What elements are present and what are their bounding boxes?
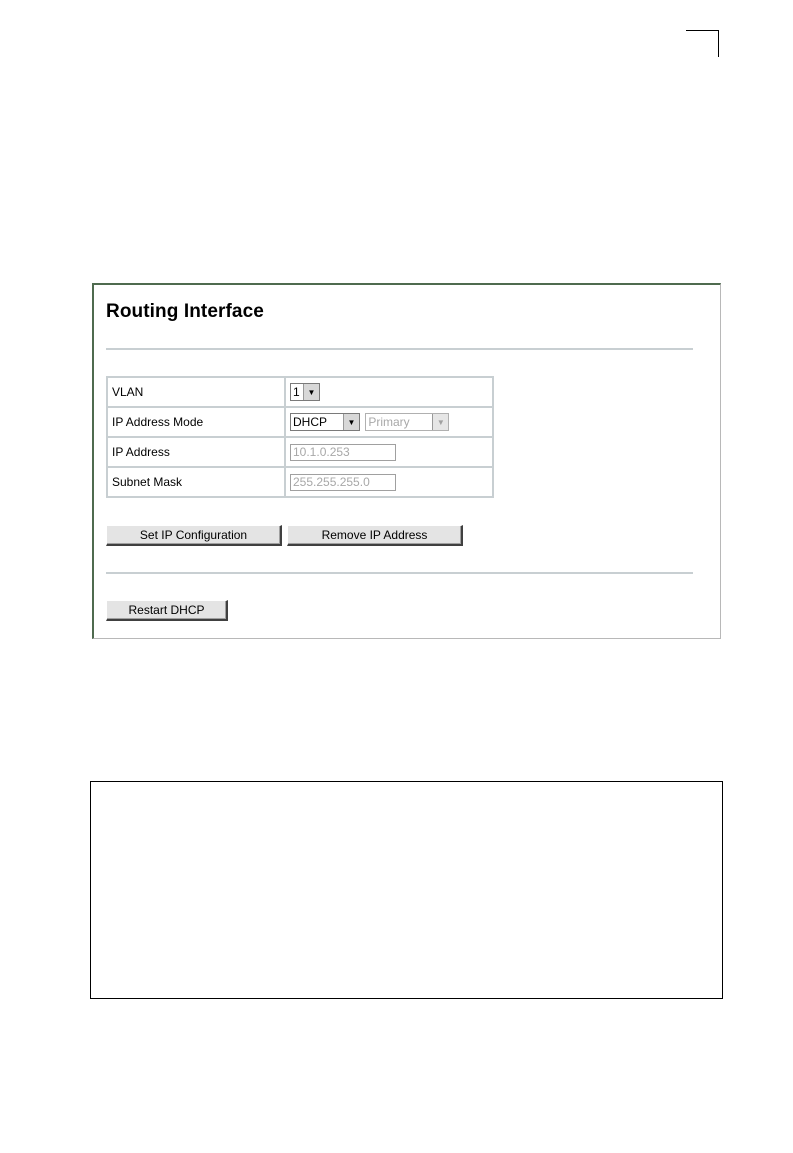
ip-address-input[interactable]: 10.1.0.253 <box>290 444 396 461</box>
address-role-select[interactable] <box>365 413 449 431</box>
table-row-vlan <box>107 377 493 407</box>
ip-address-mode-label: IP Address Mode <box>107 407 285 437</box>
restart-dhcp-button[interactable]: Restart DHCP <box>106 600 228 621</box>
ip-mode-select[interactable] <box>290 413 360 431</box>
vlan-label: VLAN <box>107 377 285 407</box>
chevron-down-icon[interactable]: ▼ <box>343 414 359 430</box>
routing-interface-panel <box>92 283 721 639</box>
ip-mode-value: DHCP <box>293 415 328 429</box>
vlan-select-value: 1 <box>293 385 300 399</box>
subnet-mask-label: Subnet Mask <box>107 467 285 497</box>
page-title: Routing Interface <box>106 301 264 322</box>
address-role-value: Primary <box>368 415 410 429</box>
subnet-mask-input[interactable]: 255.255.255.0 <box>290 474 396 491</box>
table-row-subnet-mask <box>107 467 493 497</box>
chevron-down-icon[interactable]: ▼ <box>432 414 448 430</box>
set-ip-configuration-button[interactable]: Set IP Configuration <box>106 525 282 546</box>
page-corner-mark <box>686 30 719 57</box>
empty-text-frame <box>90 781 723 999</box>
divider-bottom <box>106 572 693 574</box>
remove-ip-address-button[interactable]: Remove IP Address <box>287 525 463 546</box>
chevron-down-icon[interactable]: ▼ <box>303 384 319 400</box>
divider-top <box>106 348 693 350</box>
ip-config-table <box>106 376 494 498</box>
vlan-select[interactable] <box>290 383 320 401</box>
table-row-ip-address <box>107 437 493 467</box>
table-row-ip-address-mode <box>107 407 493 437</box>
ip-address-label: IP Address <box>107 437 285 467</box>
